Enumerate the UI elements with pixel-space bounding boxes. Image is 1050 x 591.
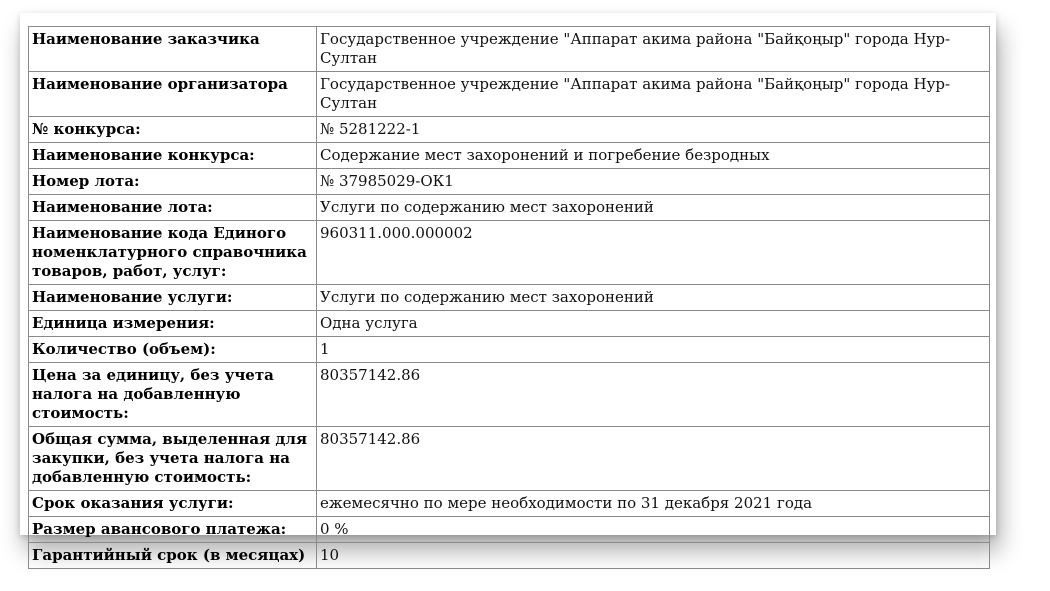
table-row-enstru-code: [29, 221, 990, 285]
row-label: Единица измерения:: [29, 311, 317, 337]
row-label: Цена за единицу, без учета налога на добавленную стоимость:: [29, 363, 317, 427]
row-value: № 37985029-ОК1: [317, 169, 990, 195]
row-value: 10: [317, 543, 990, 569]
row-label: Общая сумма, выделенная для закупки, без учета налога на добавленную стоимость:: [29, 427, 317, 491]
row-label: Наименование конкурса:: [29, 143, 317, 169]
row-value: Государственное учреждение "Аппарат акима района "Байқоңыр" города Нур-Султан: [317, 72, 990, 117]
row-label: Номер лота:: [29, 169, 317, 195]
table-row-tender-name: [29, 143, 990, 169]
row-value: ежемесячно по мере необходимости по 31 декабря 2021 года: [317, 491, 990, 517]
row-value: Услуги по содержанию мест захоронений: [317, 285, 990, 311]
row-label: № конкурса:: [29, 117, 317, 143]
table-row-unit: [29, 311, 990, 337]
row-label: Гарантийный срок (в месяцах): [29, 543, 317, 569]
row-value: Государственное учреждение "Аппарат акима района "Байқоңыр" города Нур-Султан: [317, 27, 990, 72]
row-value: № 5281222-1: [317, 117, 990, 143]
tender-info-table: [28, 26, 990, 569]
row-value: Одна услуга: [317, 311, 990, 337]
table-row-total-amount: [29, 427, 990, 491]
row-value: 80357142.86: [317, 427, 990, 491]
row-label: Количество (объем):: [29, 337, 317, 363]
table-row-advance-payment: [29, 517, 990, 543]
row-label: Наименование услуги:: [29, 285, 317, 311]
row-value: 1: [317, 337, 990, 363]
row-label: Срок оказания услуги:: [29, 491, 317, 517]
row-label: Наименование заказчика: [29, 27, 317, 72]
table-row-tender-number: [29, 117, 990, 143]
table-row-customer: [29, 27, 990, 72]
table-row-warranty: [29, 543, 990, 569]
document-sheet: [20, 13, 996, 564]
row-label: Наименование организатора: [29, 72, 317, 117]
row-label: Наименование лота:: [29, 195, 317, 221]
row-label: Наименование кода Единого номенклатурного справочника товаров, работ, услуг:: [29, 221, 317, 285]
table-row-unit-price: [29, 363, 990, 427]
table-row-organizer: [29, 72, 990, 117]
row-value: Содержание мест захоронений и погребение безродных: [317, 143, 990, 169]
row-value: 0 %: [317, 517, 990, 543]
row-value: Услуги по содержанию мест захоронений: [317, 195, 990, 221]
row-value: 80357142.86: [317, 363, 990, 427]
table-row-lot-name: [29, 195, 990, 221]
table-row-quantity: [29, 337, 990, 363]
row-label: Размер авансового платежа:: [29, 517, 317, 543]
table-row-service-period: [29, 491, 990, 517]
table-row-service-name: [29, 285, 990, 311]
table-row-lot-number: [29, 169, 990, 195]
row-value: 960311.000.000002: [317, 221, 990, 285]
